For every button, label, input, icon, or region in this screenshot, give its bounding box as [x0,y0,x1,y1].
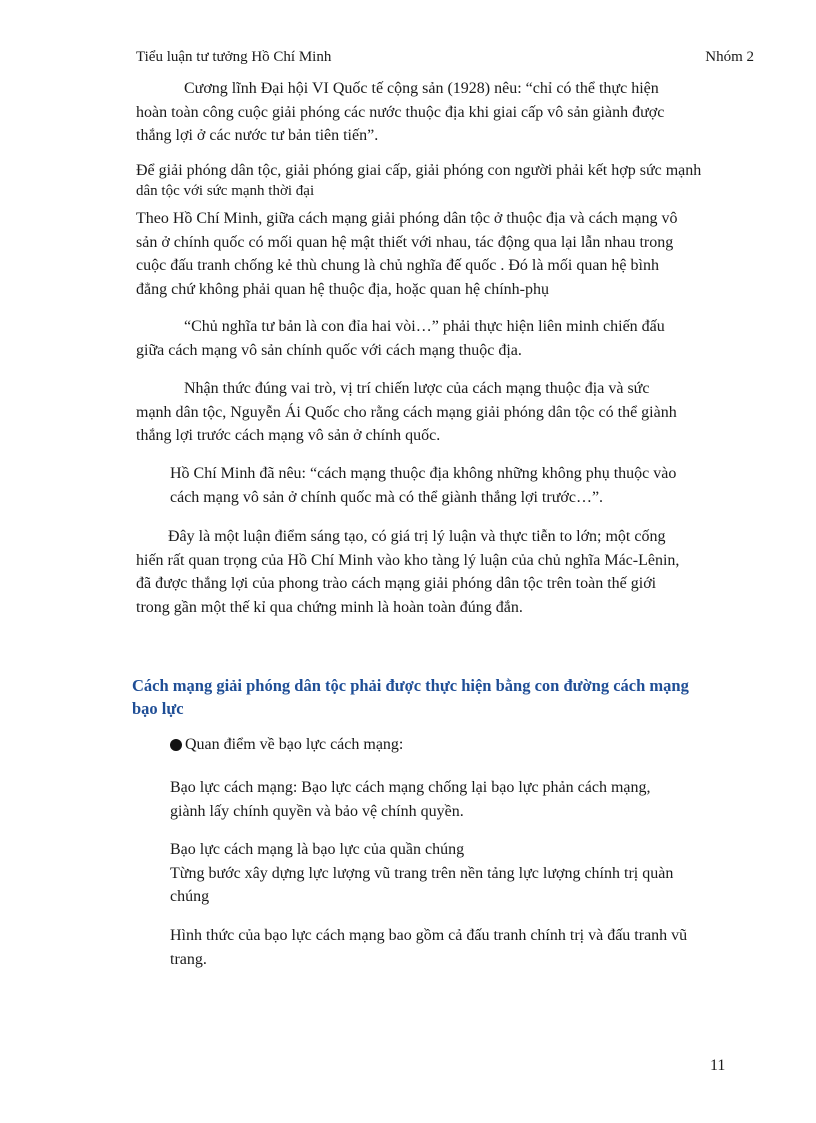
text-line: giữa cách mạng vô sản chính quốc với cách mạng thuộc địa. [136,341,522,359]
text-line: Bạo lực cách mạng là bạo lực của quần chúng [170,841,465,858]
text-line: Để giải phóng dân tộc, giải phóng giai cấp, giải phóng con người phải kết hợp sức mạnh [136,162,702,179]
text-line: Nhận thức đúng vai trò, vị trí chiến lược của cách mạng thuộc địa và sức [184,380,650,397]
text-line: Cương lĩnh Đại hội VI Quốc tế cộng sản (1928) nêu: “chỉ có thể thực hiện [184,80,659,97]
paragraph-revolutionary-violence [170,776,760,823]
text-line: Theo Hồ Chí Minh, giữa cách mạng giải phóng dân tộc ở thuộc địa và cách mạng vô [136,210,678,227]
paragraph-mass-violence [170,838,760,909]
text-line: dân tộc với sức mạnh thời đại [136,183,315,199]
paragraph-forms-of-struggle [170,924,770,971]
bullet-text: Quan điểm về bạo lực cách mạng: [185,736,404,753]
paragraph-relationship [136,207,766,301]
heading-line: bạo lực [132,699,184,718]
text-line: Hồ Chí Minh đã nêu: “cách mạng thuộc địa không những không phụ thuộc vào [170,465,677,482]
text-line: thắng lợi ở các nước tư bản tiên tiến”. [136,127,379,144]
text-line: Đây là một luận điểm sáng tạo, có giá trị lý luận và thực tiễn to lớn; một cống [168,528,666,545]
text-line: hiến rất quan trọng của Hồ Chí Minh vào kho tàng lý luận của chủ nghĩa Mác-Lênin, [136,551,680,569]
text-line: giành lấy chính quyền và bảo vệ chính quyền. [170,802,464,820]
text-line: Từng bước xây dựng lực lượng vũ trang trên nền tảng lực lượng chính trị quàn [170,864,674,882]
paragraph-strategic-role [136,377,751,448]
paragraph-comintern [136,77,751,148]
text-line: mạnh dân tộc, Nguyễn Ái Quốc cho rằng cách mạng giải phóng dân tộc có thể giành [136,403,677,421]
text-line: Hình thức của bạo lực cách mạng bao gồm cả đấu tranh chính trị và đấu tranh vũ [170,927,688,944]
text-line: trang. [170,950,207,968]
section-heading [132,674,762,720]
text-line: cách mạng vô sản ở chính quốc mà có thể giành thắng lợi trước…”. [170,488,604,506]
bullet-icon [170,739,182,751]
text-line: cuộc đấu tranh chống kẻ thù chung là chủ nghĩa đế quốc . Đó là mối quan hệ bình [136,257,659,274]
bullet-item [170,736,403,754]
text-line: thắng lợi trước cách mạng vô sản ở chính quốc. [136,427,441,444]
text-line: sản ở chính quốc có mối quan hệ mật thiết với nhau, tác động qua lại lẫn nhau trong [136,233,674,251]
text-line: hoàn toàn công cuộc giải phóng các nước thuộc địa khi giai cấp vô sản giành được [136,103,665,121]
paragraph-quote [170,462,760,509]
header-group: Nhóm 2 [705,49,754,65]
text-line: Bạo lực cách mạng: Bạo lực cách mạng chống lại bạo lực phản cách mạng, [170,779,651,796]
heading-line: Cách mạng giải phóng dân tộc phải được thực hiện bằng con đường cách mạng [132,676,689,695]
text-line: đã được thắng lợi của phong trào cách mạng giải phóng dân tộc trên toàn thế giới [136,575,657,592]
text-line: đẳng chứ không phải quan hệ thuộc địa, hoặc quan hệ chính-phụ [136,280,549,298]
page-number: 11 [710,1057,726,1074]
text-line: chúng [170,888,210,905]
paragraph-national-strength [136,160,766,202]
header-title: Tiểu luận tư tưởng Hồ Chí Minh [136,49,332,65]
paragraph-creative-thesis [136,525,746,619]
text-line: “Chủ nghĩa tư bản là con đỉa hai vòi…” phải thực hiện liên minh chiến đấu [184,318,665,335]
text-line: trong gần một thế kỉ qua chứng minh là hoàn toàn đúng đắn. [136,598,523,616]
paragraph-leech [136,315,736,362]
